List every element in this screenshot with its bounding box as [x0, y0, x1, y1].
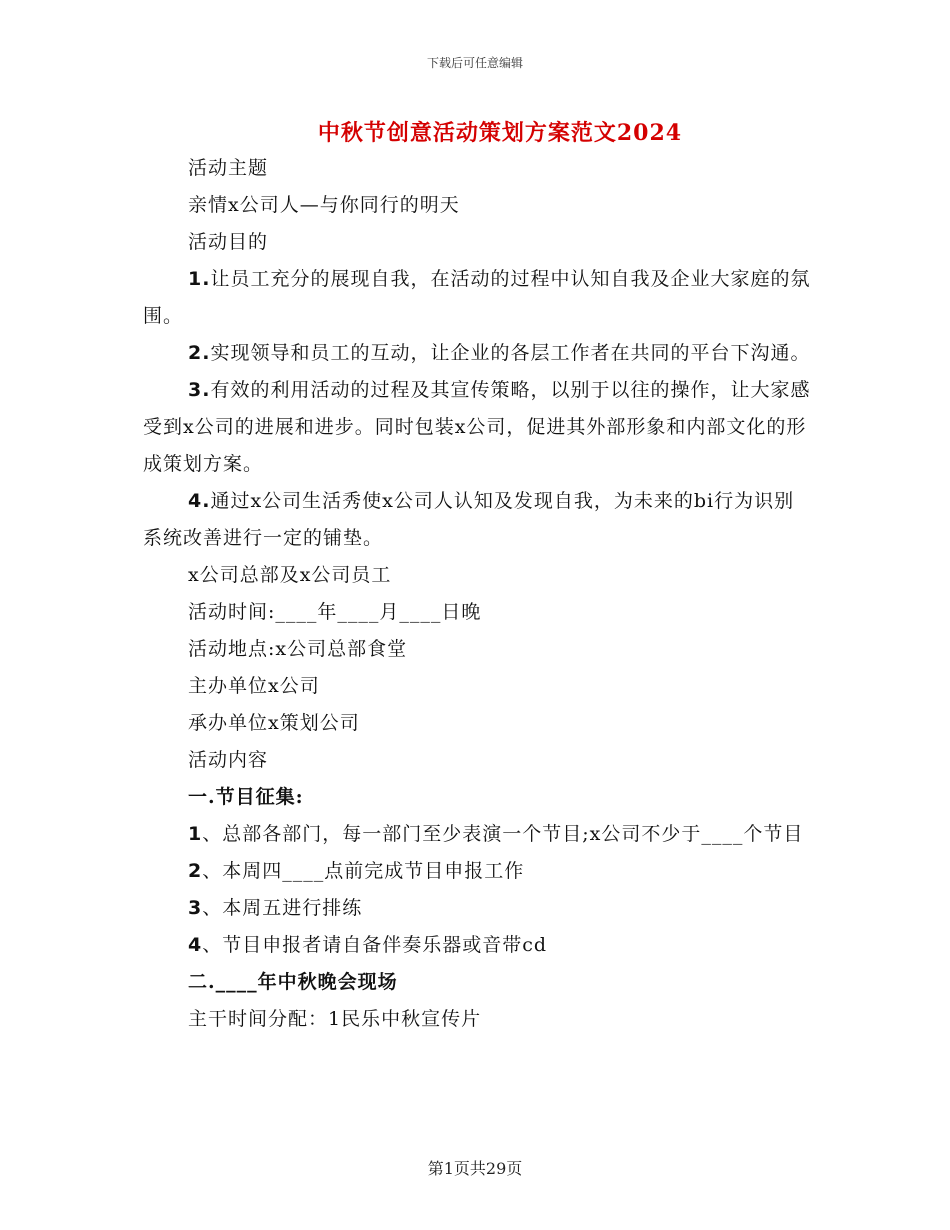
purpose-item-1 — [143, 261, 811, 335]
purpose-item-2 — [143, 335, 811, 372]
content-item-2-text: 、本周四____点前完成节目申报工作 — [202, 860, 525, 882]
purpose-heading: 活动目的 — [188, 231, 269, 253]
content-item-1-text: 、总部各部门，每一部门至少表演一个节目;x公司不少于____个节目 — [202, 823, 804, 845]
content-item-1 — [143, 816, 811, 853]
purpose-item-3 — [143, 372, 811, 483]
header-note: 下载后可任意编辑 — [426, 56, 523, 70]
document-title: 中秋节创意活动策划方案范文2024 — [317, 120, 683, 146]
theme-text: 亲情x公司人—与你同行的明天 — [188, 194, 460, 216]
purpose-item-3-text: 有效的利用活动的过程及其宣传策略，以别于以往的操作，让大家感受到x公司的进展和进步。同时包装x公司，促进其外部形象和内部文化的形成策划方案。 — [143, 379, 811, 475]
document-body — [143, 150, 811, 1038]
content-item-3-text: 、本周五进行排练 — [202, 897, 363, 919]
content-item-2 — [143, 853, 811, 890]
content-item-4 — [143, 927, 811, 964]
content-item-3-number: 3 — [188, 897, 203, 919]
content-item-4-number: 4 — [188, 934, 203, 956]
participants-line: x公司总部及x公司员工 — [188, 564, 392, 586]
section-1-heading: 一.节目征集: — [188, 786, 304, 808]
purpose-item-4 — [143, 483, 811, 557]
time-line: 活动时间:____年____月____日晚 — [188, 601, 482, 623]
content-heading: 活动内容 — [188, 749, 269, 771]
purpose-item-1-text: 让员工充分的展现自我，在活动的过程中认知自我及企业大家庭的氛围。 — [143, 268, 811, 327]
purpose-item-4-text: 通过x公司生活秀使x公司人认知及发现自我，为未来的bi行为识别系统改善进行一定的铺垫。 — [143, 490, 795, 549]
purpose-item-3-number: 3. — [188, 379, 211, 401]
schedule-line: 主干时间分配：1民乐中秋宣传片 — [188, 1008, 482, 1030]
purpose-item-2-number: 2. — [188, 342, 211, 364]
location-line: 活动地点:x公司总部食堂 — [188, 638, 408, 660]
organizer-line: 承办单位x策划公司 — [188, 712, 360, 734]
theme-heading: 活动主题 — [188, 157, 269, 179]
content-item-4-text: 、节目申报者请自备伴奏乐器或音带cd — [202, 934, 548, 956]
purpose-item-1-number: 1. — [188, 268, 211, 290]
content-item-1-number: 1 — [188, 823, 203, 845]
content-item-2-number: 2 — [188, 860, 203, 882]
purpose-item-2-text: 实现领导和员工的互动，让企业的各层工作者在共同的平台下沟通。 — [210, 342, 811, 364]
section-2-heading: 二.____年中秋晚会现场 — [188, 971, 398, 993]
page-footer: 第1页共29页 — [427, 1159, 523, 1178]
purpose-item-4-number: 4. — [188, 490, 211, 512]
content-item-3 — [143, 890, 811, 927]
host-line: 主办单位x公司 — [188, 675, 320, 697]
